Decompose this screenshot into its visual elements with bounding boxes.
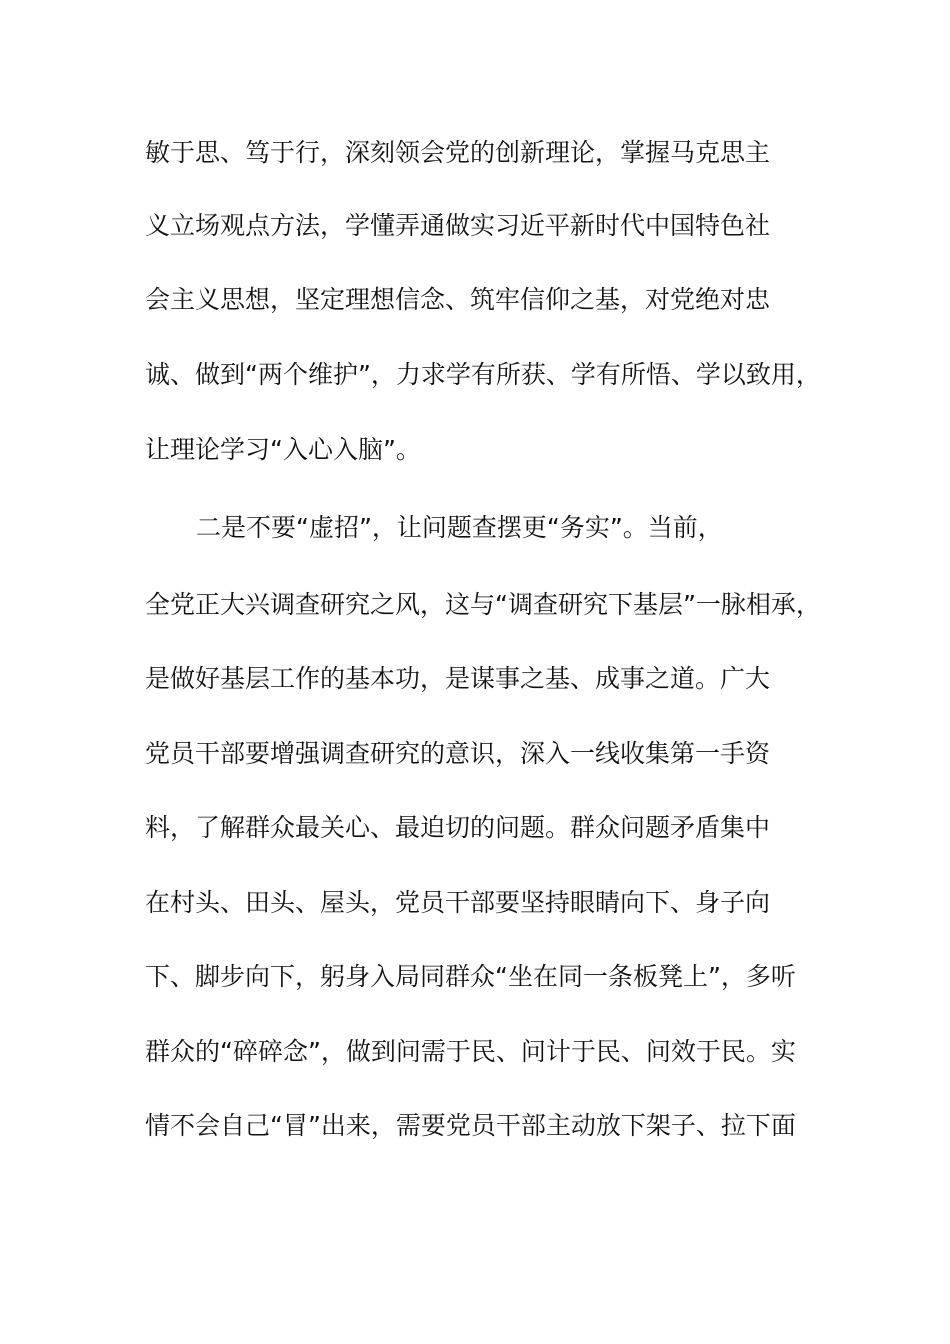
text-line-9: 党员干部要增强调查研究的意识，深入一线收集第一手资 <box>145 739 771 768</box>
text-line-4: 诚、做到“两个维护”，力求学有所获、学有所悟、学以致用， <box>145 360 821 389</box>
text-line-8: 是做好基层工作的基本功，是谋事之基、成事之道。广大 <box>145 664 771 693</box>
text-line-11: 在村头、田头、屋头，党员干部要坚持眼睛向下、身子向 <box>145 888 771 917</box>
text-line-10: 料，了解群众最关心、最迫切的问题。群众问题矛盾集中 <box>145 813 771 842</box>
text-line-1: 敏于思、笃于行，深刻领会党的创新理论，掌握马克思主 <box>145 138 771 167</box>
text-line-12: 下、脚步向下，躬身入局同群众“坐在同一条板凳上”，多听 <box>145 962 796 991</box>
text-line-14: 情不会自己“冒”出来，需要党员干部主动放下架子、拉下面 <box>145 1111 796 1140</box>
text-line-3: 会主义思想，坚定理想信念、筑牢信仰之基，对党绝对忠 <box>145 285 771 314</box>
paragraph-heading-line: 二是不要“虚招”，让问题查摆更“务实”。当前， <box>196 513 723 542</box>
text-line-7: 全党正大兴调查研究之风，这与“调查研究下基层”一脉相承， <box>145 590 821 619</box>
text-line-13: 群众的“碎碎念”，做到问需于民、问计于民、问效于民。实 <box>145 1037 796 1066</box>
text-line-5: 让理论学习“入心入脑”。 <box>145 435 421 464</box>
text-line-2: 义立场观点方法，学懂弄通做实习近平新时代中国特色社 <box>145 211 771 240</box>
